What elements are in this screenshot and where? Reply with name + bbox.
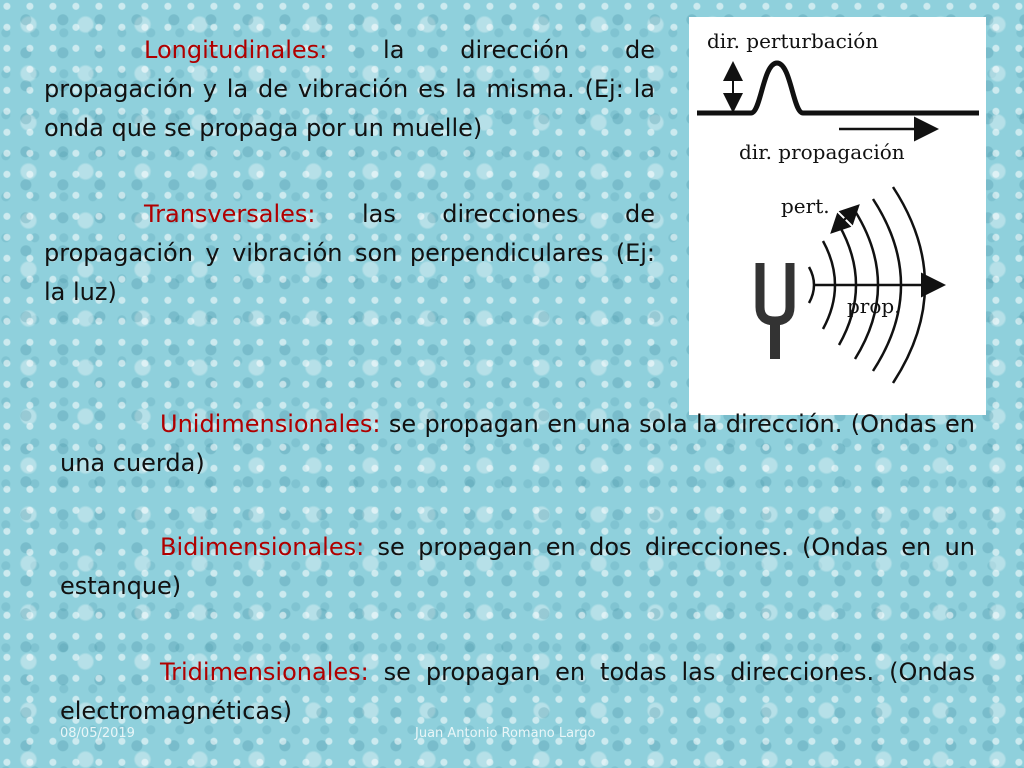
footer-date: 08/05/2019 <box>60 726 135 741</box>
term-unidimensionales: Unidimensionales: <box>160 410 381 438</box>
term-tridimensionales: Tridimensionales: <box>160 658 369 686</box>
term-transversales: Transversales: <box>144 200 316 228</box>
label-dir-perturbacion: dir. perturbación <box>707 29 879 53</box>
wave-types-figure <box>689 17 986 415</box>
footer-author: Juan Antonio Romano Largo <box>415 726 596 741</box>
tuning-fork-icon <box>760 263 790 359</box>
term-bidimensionales: Bidimensionales: <box>160 533 365 561</box>
text-transversales: las direcciones de propagación y vibración son perpendiculares (Ej: la luz) <box>44 200 655 306</box>
label-prop: prop. <box>847 294 901 318</box>
text-unidimensionales: se propagan en una sola la dirección. (Ondas en una cuerda) <box>60 410 975 477</box>
paragraph-unidimensionales <box>60 405 975 483</box>
label-pert: pert. <box>781 194 830 218</box>
wave-diagram <box>689 17 986 415</box>
text-tridimensionales: se propagan en todas las direcciones. (Ondas electromagnéticas) <box>60 658 975 725</box>
label-dir-propagacion: dir. propagación <box>739 140 905 164</box>
pulse-wave <box>697 63 979 113</box>
paragraph-bidimensionales <box>60 528 975 606</box>
paragraph-longitudinales <box>44 31 655 148</box>
text-longitudinales: la dirección de propagación y la de vibración es la misma. (Ej: la onda que se propaga por un muelle) <box>44 36 655 142</box>
paragraph-tridimensionales <box>60 653 975 731</box>
pert-arrow-b <box>833 211 853 231</box>
text-bidimensionales: se propagan en dos direcciones. (Ondas en un estanque) <box>60 533 975 600</box>
term-longitudinales: Longitudinales: <box>144 36 328 64</box>
paragraph-transversales <box>44 195 655 312</box>
